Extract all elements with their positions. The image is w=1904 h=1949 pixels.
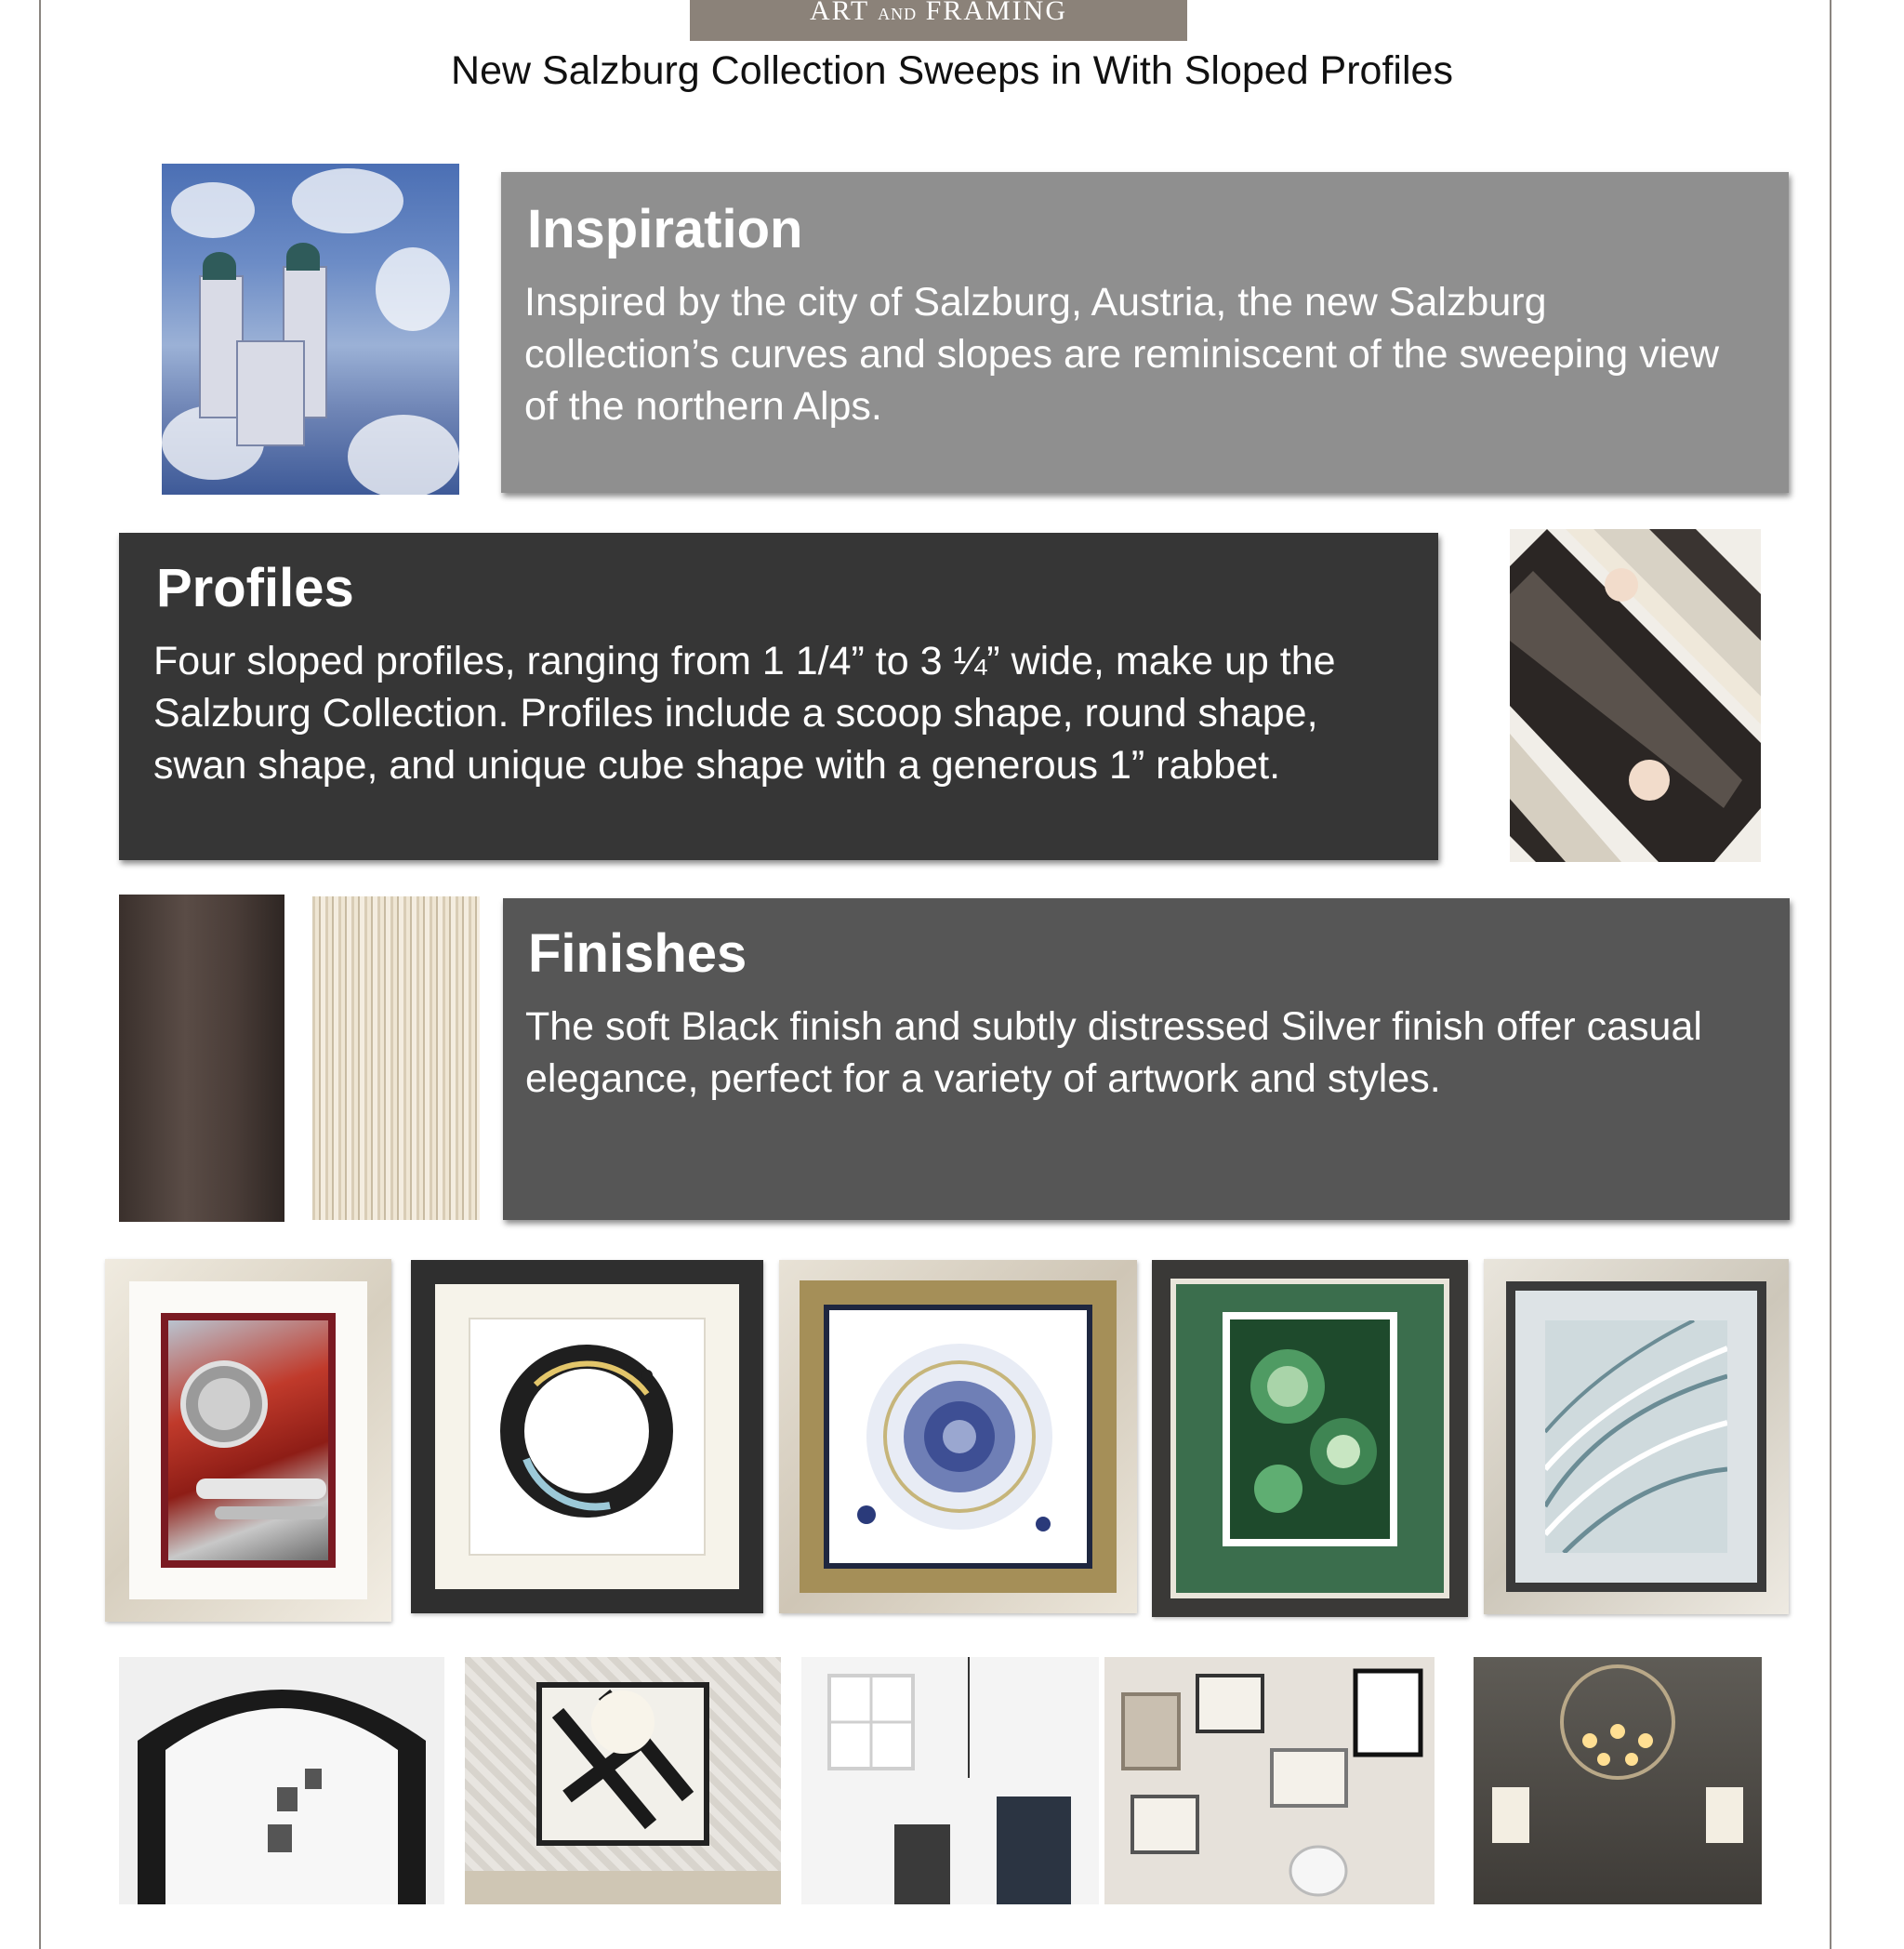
chandelier-graphic (1474, 1657, 1762, 1904)
inspiration-panel (501, 172, 1789, 493)
framed-art-coral-lines (1484, 1259, 1789, 1614)
blue-swirl-graphic (829, 1310, 1087, 1563)
car-headlight-graphic (168, 1320, 328, 1560)
ink-circle-graphic (470, 1319, 704, 1554)
brand-logo (690, 0, 1187, 41)
logo-word-art: ART (809, 0, 869, 26)
kitchen-graphic (801, 1657, 1099, 1904)
profiles-body: Four sloped profiles, ranging from 1 1/4” to 3 ¼” wide, make up the Salzburg Collection. Profiles include a scoop shape, round shape, swan shape, and unique cube shape with a generous 1” rabbet. (153, 639, 1336, 788)
finishes-body: The soft Black finish and subtly distressed Silver finish offer casual elegance, perfect for a variety of artwork and styles. (525, 1004, 1702, 1101)
page-headline: New Salzburg Collection Sweeps in With Sloped Profiles (451, 48, 1453, 93)
framed-art-ink-circle (411, 1260, 763, 1613)
malachite-graphic (1223, 1312, 1397, 1546)
silver-finish-swatch (312, 896, 480, 1220)
finishes-panel (503, 898, 1790, 1220)
inspiration-body: Inspired by the city of Salzburg, Austria, the new Salzburg collection’s curves and slopes are reminiscent of the sweeping view of the northern Alps. (524, 280, 1720, 429)
living-room-graphic (465, 1657, 781, 1904)
logo-word-framing: FRAMING (925, 0, 1067, 26)
salzburg-winter-photo (162, 164, 459, 495)
moulding-samples-graphic (1510, 529, 1761, 862)
room-photo-bright-kitchen (801, 1657, 1099, 1904)
room-photo-abstract-art-living (465, 1657, 781, 1904)
room-photo-gallery-wall (1104, 1657, 1435, 1904)
inspiration-title: Inspiration (527, 199, 803, 259)
logo-word-and: AND (878, 5, 918, 23)
moulding-profiles-photo (1510, 529, 1761, 862)
framed-art-classic-car (105, 1259, 391, 1622)
framed-art-malachite (1152, 1260, 1468, 1617)
black-finish-swatch (119, 895, 284, 1222)
gallery-wall-graphic (1104, 1657, 1435, 1904)
framed-art-blue-swirl (779, 1260, 1137, 1613)
coral-lines-graphic (1545, 1320, 1727, 1553)
room-photo-chandelier-dining (1474, 1657, 1762, 1904)
room-photo-arched-doorway (119, 1657, 444, 1904)
profiles-panel (119, 533, 1438, 860)
profiles-title: Profiles (156, 558, 354, 618)
arched-doorway-graphic (119, 1657, 444, 1904)
finishes-title: Finishes (528, 923, 747, 984)
